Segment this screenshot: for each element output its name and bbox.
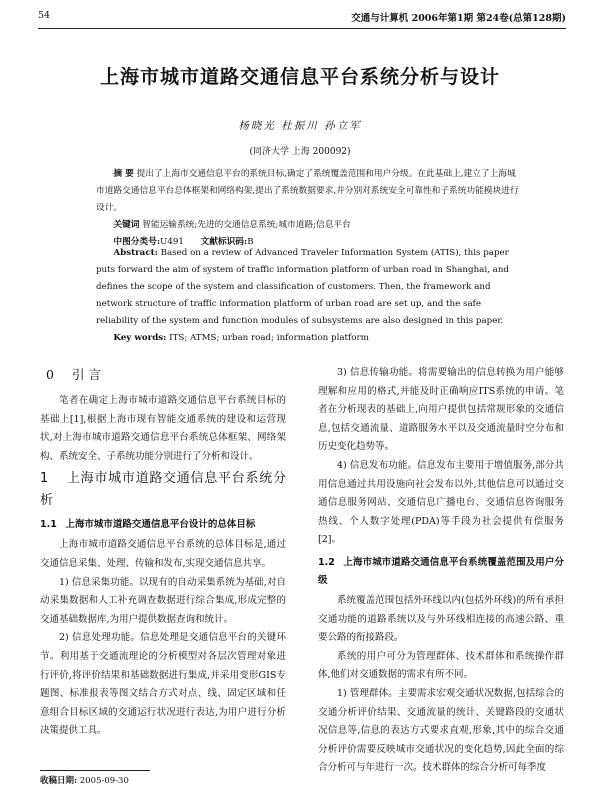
paragraph-goal: 上海市城市道路交通信息平台系统的总体目标是,通过交通信息采集、处理、传输和发布,实现交通信息共享。: [40, 539, 286, 569]
section-1-heading: [40, 468, 286, 512]
paragraph-users: 系统的用户可分为管理群体、技术群体和系统操作群体,他们对交通数据的需求有所不同。: [318, 650, 564, 681]
running-header: [38, 6, 566, 29]
section-0-number: 0: [46, 367, 54, 382]
affiliation: (同济大学 上海 200092): [249, 147, 351, 157]
abstract-cn-label: 摘 要: [113, 169, 134, 179]
abstract-en-text: Based on a review of Advanced Traveler Information System (ATIS), this paper puts forward the aim of system of traffic information platform of urban road in Shanghai, and defines the scope of the system and classification of customers. Then, the framework and network structure of traffic information platform of urban road are set up, and the safe reliability of the system and function modules of subsystems are also designed in this paper.: [96, 248, 509, 326]
page-number: 54: [38, 10, 51, 21]
received-value: 2005-09-30: [79, 776, 129, 786]
journal-info: 交通与计算机 2006年第1期 第24卷(总第128期): [351, 13, 566, 24]
paragraph-publishing: 4) 信息发布功能。信息发布主要用于增值服务,部分共用信息通过共用设施向社会发布以外,其他信息可以通过交通信息服务网站、交通信息广播电台、交通信息咨询服务热线、个人数字处理(PDA)等手段为社会提供有偿服务[2]。: [318, 459, 564, 546]
paper-title: 上海市城市道路交通信息平台系统分析与设计: [99, 66, 500, 88]
section-0-heading: [46, 364, 286, 386]
section-1-title: 上海市城市道路交通信息平台系统分析: [40, 471, 286, 509]
received-date: [40, 770, 150, 786]
doc-code: B: [247, 237, 254, 247]
subsection-1-1-number: 1.1: [40, 519, 57, 531]
left-column: [40, 364, 286, 741]
right-column: [318, 364, 564, 778]
paragraph-transmission: 3) 信息传输功能。将需要输出的信息转换为用户能够理解和应用的格式,并能及时正确响应ITS系统的申请。笔者在分析现表的基础上,向用户提供包括常规形象的交通信息,包括交通流量、道路服务水平以及交通流量时空分布和历史变化趋势等。: [318, 367, 564, 453]
intro-paragraph: 笔者在确定上海市城市道路交通信息平台系统目标的基础上[1],根据上海市现有智能交通系统的建设和运营现状,对上海市城市道路交通信息平台系统总体框架、网络架构、系统安全、子系统功能分别进行了分析和设计。: [40, 395, 286, 462]
subsection-1-2-heading: [318, 554, 564, 590]
section-1-number: 1: [40, 471, 49, 487]
paragraph-coverage: 系统覆盖范围包括外环线以内(包括外环线)的所有承担交通功能的道路系统以及与外环线相连接的高速公路、重要公路的衔接路段。: [318, 594, 564, 644]
subsection-1-2-number: 1.2: [318, 556, 335, 568]
paragraph-management-group: 1) 管理群体。主要需求宏观交通状况数据,包括综合的交通分析评价结果、交通流量的统计、关键路段的交通状况信息等,信息的表达方式要求直观,形象,其中的综合交通分析评价需要反映城市交通状况的变化趋势,因此全面的综合分析可与年进行一次。技术群体的综合分析可每季度: [318, 687, 564, 774]
subsection-1-2-title: 上海市城市道路交通信息平台系统覆盖范围及用户分级: [318, 556, 564, 586]
abstract-cn: [96, 166, 522, 251]
paragraph-processing: 2) 信息处理功能。信息处理是交通信息平台的关键环节。利用基于交通流理论的分析模型对各层次管理对象进行评价,将评价结果和基础数据进行集成,并采用变形GIS专题图、标准报表等图文结合方式对点、线、固定区域和任意组合目标区域的交通运行状况进行表达,为用户进行分析决策提供工具。: [40, 632, 286, 737]
keywords-en: ITS; ATMS; urban road; information platform: [169, 333, 369, 343]
abstract-en: [96, 245, 522, 347]
keywords-cn-label: 关键词: [113, 220, 140, 230]
abstract-en-label: Abstract:: [113, 248, 158, 258]
keywords-en-label: Key words:: [113, 333, 167, 343]
section-0-title: 引 言: [71, 367, 101, 382]
keywords-cn: 智能运输系统;先进的交通信息系统;城市道路;信息平台: [142, 220, 351, 230]
class-label: 中图分类号:: [113, 237, 161, 247]
subsection-1-1-title: 上海市城市道路交通信息平台设计的总体目标: [65, 519, 256, 531]
doc-label: 文献标识码:: [200, 237, 248, 247]
authors: 杨晓光 杜振川 孙立军: [238, 120, 362, 132]
paragraph-collection: 1) 信息采集功能。以现有的自动采集系统为基础,对自动采集数据和人工补充调查数据进行综合集成,形成完整的交通基础数据库,为用户提供数据查询和统计。: [40, 576, 286, 625]
received-label: 收稿日期:: [40, 776, 78, 786]
abstract-cn-text: 提出了上海市交通信息平台的系统目标,确定了系统覆盖范围和用户分级。在此基础上,建立了上海城市道路交通信息平台总体框架和网络构架,提出了系统数据要求,并分别对系统安全可靠性和子系统功能模块进行设计。: [96, 169, 519, 213]
subsection-1-1-heading: [40, 516, 286, 534]
class-code: U491: [160, 237, 184, 247]
